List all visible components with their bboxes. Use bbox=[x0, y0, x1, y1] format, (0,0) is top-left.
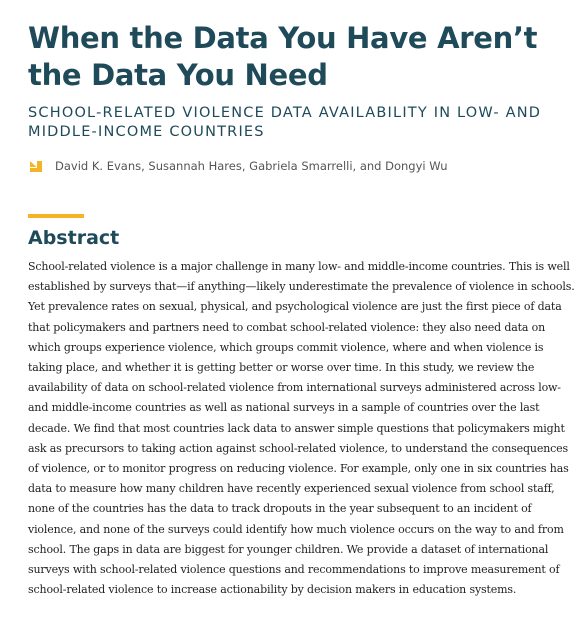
author-line bbox=[28, 158, 448, 174]
paper-authors: David K. Evans, Susannah Hares, Gabriela Smarrelli, and Dongyi Wu bbox=[55, 159, 448, 173]
paper-title: When the Data You Have Aren’t the Data You Need bbox=[28, 21, 538, 92]
arrow-bracket-icon bbox=[28, 160, 45, 173]
accent-divider bbox=[28, 214, 84, 218]
abstract-heading: Abstract bbox=[28, 227, 120, 249]
abstract-text: School-related violence is a major challenge in many low- and middle-income countries. This is well established by surveys that—if anything—likely underestimate the prevalence of violence in schools. Yet prevalence rates on sexual, physical, and psychological violence are just the first piece of data that policymakers and partners need to combat school-related violence: they also need data on which groups experience violence, which groups commit violence, where and when violence is taking place, and whether it is getting better or worse over time. In this study, we review the availability of data on school-related violence from international surveys administered across low- and middle-income countries as well as national surveys in a sample of countries over the last decade. We find that most countries lack data to answer simple questions that policymakers might ask as precursors to taking action against school-related violence, to understand the consequences of violence, or to monitor progress on reducing violence. For example, only one in six countries has data to measure how many children have recently experienced sexual violence from school staff, none of the countries has the data to track dropouts in the year subsequent to an incident of violence, and none of the surveys could identify how much violence occurs on the way to and from school. The gaps in data are biggest for younger children. We provide a dataset of international surveys with school-related violence questions and recommendations to improve measurement of school-related violence to increase actionability by decision makers in education systems. bbox=[28, 260, 575, 597]
paper-subtitle: SCHOOL-RELATED VIOLENCE DATA AVAILABILITY IN LOW- AND MIDDLE-INCOME COUNTRIES bbox=[28, 105, 542, 140]
